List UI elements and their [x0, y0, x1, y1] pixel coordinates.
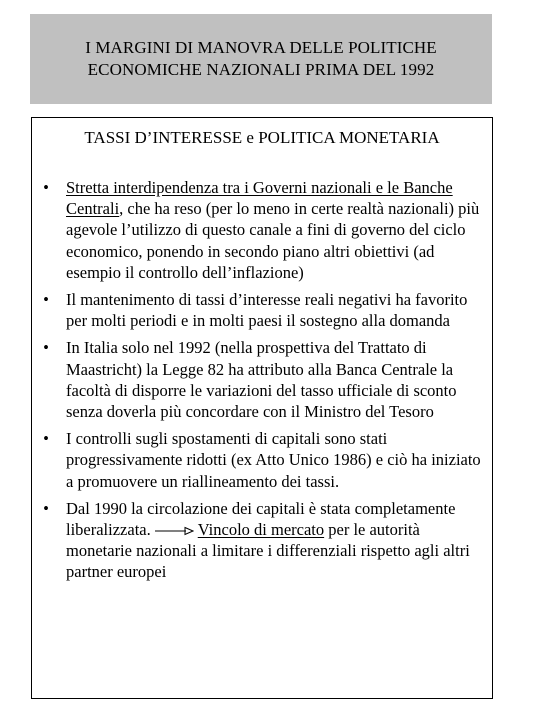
bullet-text: per le autorità monetarie nazionali a limitare i differenziali rispetto agli altri partner europei — [66, 520, 470, 582]
underlined-text: Vincolo di mercato — [197, 520, 325, 540]
bullet-text: Dal 1990 la circolazione dei capitali è stata completamente liberalizzata. — [66, 498, 456, 540]
bullet-text: I controlli sugli spostamenti di capitali sono stati progressivamente ridotti (ex Atto Unico 1986) e ciò ha iniziato a promuovere un riallineamento dei tassi. — [66, 429, 481, 491]
bullet-icon: • — [43, 498, 49, 518]
bullet-text: , che ha reso (per lo meno in certe realtà nazionali) più agevole l’utilizzo di questo canale a fini di governo del ciclo economico, ponendo in secondo piano altri obiettivi (ad esempio il controllo dell’inflazione) — [66, 199, 480, 282]
list-item — [40, 289, 486, 331]
bullet-list — [40, 177, 486, 589]
section-heading: TASSI D’INTERESSE e POLITICA MONETARIA — [84, 128, 440, 147]
bullet-text: In Italia solo nel 1992 (nella prospettiva del Trattato di Maastricht) la Legge 82 ha attributo alla Banca Centrale la facoltà di disporre le variazioni del tasso ufficiale di sconto senza doverla più concordare con il Ministro del Tesoro — [66, 338, 457, 422]
list-item — [40, 337, 486, 422]
list-item — [40, 177, 486, 283]
list-item — [40, 498, 486, 583]
title-line-1: I MARGINI DI MANOVRA DELLE POLITICHE — [85, 38, 437, 57]
bullet-text: Il mantenimento di tassi d’interesse reali negativi ha favorito per molti periodi e in molti paesi il sostegno alla domanda — [66, 290, 468, 331]
list-item — [40, 428, 486, 492]
title-line-2: ECONOMICHE NAZIONALI PRIMA DEL 1992 — [87, 60, 435, 79]
page-title — [85, 37, 437, 81]
bullet-icon: • — [43, 429, 49, 449]
bullet-icon: • — [43, 290, 49, 310]
title-banner — [30, 14, 492, 104]
right-arrow-icon — [154, 526, 194, 536]
bullet-icon: • — [43, 178, 49, 197]
bullet-icon: • — [43, 338, 49, 358]
content-panel — [31, 117, 493, 699]
underlined-text: Stretta interdipendenza tra i Governi nazionali e le Banche Centrali — [66, 178, 453, 219]
